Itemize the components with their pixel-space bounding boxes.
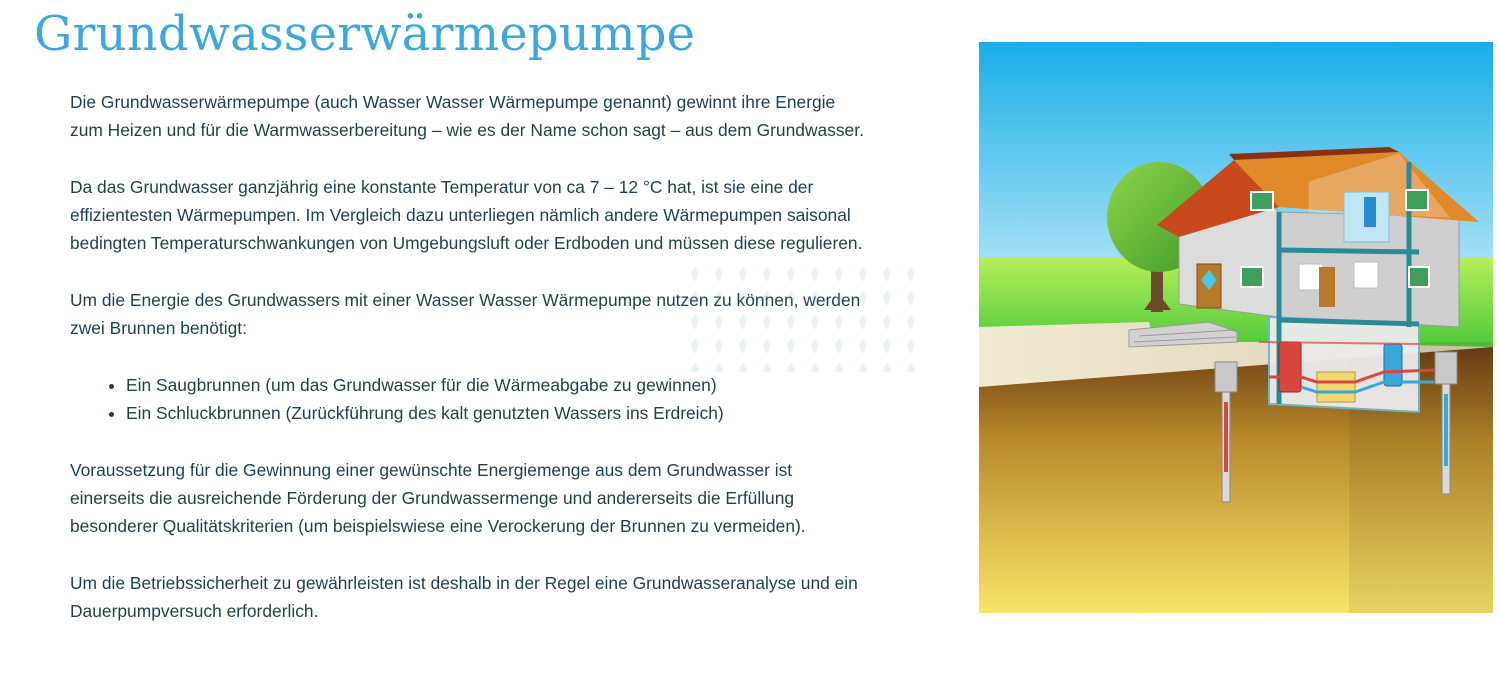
safety-paragraph: Um die Betriebssicherheit zu gewährleisten ist deshalb in der Regel eine Grundwasseranalyse und ein Dauerpumpversuch erforderlich. <box>70 573 858 621</box>
list-item-return-well: • Ein Schluckbrunnen (Zurückführung des kalt genutzten Wassers ins Erdreich) <box>126 399 870 427</box>
house-diagram-image <box>979 42 1493 613</box>
page-title: Grundwasserwärmepumpe <box>34 6 696 62</box>
temperature-paragraph: Da das Grundwasser ganzjährig eine konstante Temperatur von ca 7 – 12 °C hat, ist sie eine der effizientesten Wärmepumpen. Im Vergleich dazu unterliegen nämlich andere Wärmepumpen saisonal bedingten Temperaturschwankungen von Umgebungsluft oder Erdboden und müssen diese regulieren. <box>70 177 863 253</box>
list-item-suction-well: • Ein Saugbrunnen (um das Grundwasser für die Wärmeabgabe zu gewinnen) <box>126 371 870 399</box>
requirements-paragraph: Voraussetzung für die Gewinnung einer gewünschte Energiemenge aus dem Grundwasser ist einerseits die ausreichende Förderung der Grundwassermenge und andererseits die Erfüllung besonderer Qualitätskriterien (um beispielswiese eine Verockerung der Brunnen zu vermeiden). <box>70 460 806 536</box>
intro-paragraph: Die Grundwasserwärmepumpe (auch Wasser Wasser Wärmepumpe genannt) gewinnt ihre Energie zum Heizen und für die Warmwasserbereitung – wie es der Name schon sagt – aus dem Grundwasser. <box>70 92 864 140</box>
article-body <box>70 88 870 654</box>
wells-paragraph: Um die Energie des Grundwassers mit einer Wasser Wasser Wärmepumpe nutzen zu können, werden zwei Brunnen benötigt: <box>70 290 861 338</box>
wells-list <box>70 371 870 427</box>
heat-pump-illustration <box>979 42 1493 613</box>
